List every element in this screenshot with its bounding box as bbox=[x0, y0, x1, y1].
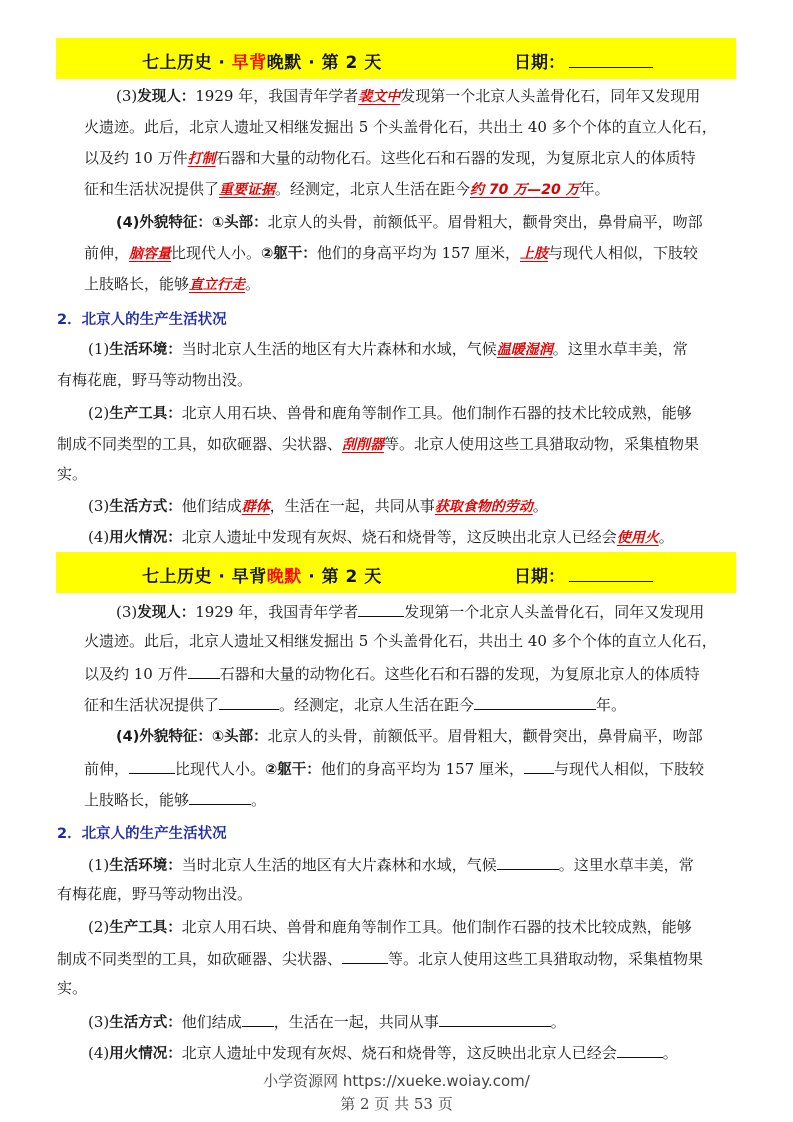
item-number: (1) bbox=[88, 856, 110, 874]
s1-line2 bbox=[57, 370, 252, 390]
q-s2-line2 bbox=[57, 947, 703, 967]
text: 年。 bbox=[579, 180, 610, 198]
item-number: (3) bbox=[116, 603, 138, 621]
item-number: (3) bbox=[116, 87, 138, 105]
text: 等。北京人使用这些工具猎取动物，采集植物果 bbox=[384, 435, 700, 453]
text: 北京人遗址中发现有灰烬、烧石和烧骨等，这反映出北京人已经会 bbox=[181, 528, 617, 546]
item-number: (3) bbox=[88, 1013, 110, 1031]
text: 1929 年，我国青年学者 bbox=[195, 87, 359, 105]
text: 上肢略长，能够 bbox=[84, 275, 190, 293]
date-field bbox=[514, 48, 653, 73]
text: 年。 bbox=[596, 696, 627, 714]
item-label: 生活方式： bbox=[109, 499, 182, 515]
text: 他们结成 bbox=[181, 1013, 242, 1031]
item-number: (2) bbox=[88, 918, 110, 936]
s2-line3 bbox=[57, 464, 87, 484]
item-number: (3) bbox=[88, 497, 110, 515]
text: 前伸， bbox=[84, 244, 130, 262]
text: 。 bbox=[251, 791, 267, 809]
item-label: 发现人： bbox=[137, 605, 196, 621]
date-blank[interactable] bbox=[569, 52, 653, 68]
q4-line1 bbox=[116, 726, 703, 746]
fill-blank[interactable] bbox=[188, 662, 220, 679]
text: 实。 bbox=[57, 465, 88, 483]
item-label: 用火情况： bbox=[109, 530, 182, 546]
s2-line2 bbox=[57, 434, 699, 454]
text: 以及约 10 万件 bbox=[84, 665, 188, 683]
p4-line3 bbox=[84, 274, 260, 294]
text: 北京人的头骨，前额低平。眉骨粗大，颧骨突出，鼻骨扁平，吻部 bbox=[267, 213, 703, 231]
title-prefix: 七上历史 · bbox=[142, 53, 232, 73]
item-label: 生产工具： bbox=[109, 920, 182, 936]
text: 。 bbox=[550, 1013, 566, 1031]
text: 制成不同类型的工具，如砍砸器、尖状器、 bbox=[57, 435, 343, 453]
s2-line1 bbox=[88, 403, 692, 423]
header-band-evening bbox=[56, 552, 736, 593]
fill-blank[interactable] bbox=[474, 693, 596, 710]
fill-blank[interactable] bbox=[439, 1010, 551, 1027]
text: 有梅花鹿，野马等动物出没。 bbox=[57, 885, 253, 903]
answer: 约 70 万—20 万 bbox=[470, 182, 580, 198]
text: 。这里水草丰美，常 bbox=[552, 340, 688, 358]
answer: 上肢 bbox=[519, 246, 548, 262]
s3-line1 bbox=[88, 496, 548, 516]
p3-line2 bbox=[84, 117, 717, 137]
item-label: 发现人： bbox=[137, 89, 196, 105]
text: 石器和大量的动物化石。这些化石和石器的发现，为复原北京人的体质特 bbox=[215, 149, 696, 167]
q3-line4 bbox=[84, 693, 626, 713]
item-number: (1) bbox=[88, 340, 110, 358]
date-label: 日期： bbox=[514, 53, 565, 73]
q-s3-line1 bbox=[88, 1010, 566, 1030]
q-s4-line1 bbox=[88, 1041, 678, 1061]
title-suffix: · 第 2 天 bbox=[301, 567, 382, 587]
answer: 裴文中 bbox=[358, 89, 401, 105]
text: 与现代人相似，下肢较 bbox=[547, 244, 698, 262]
title-suffix: 晚默 · 第 2 天 bbox=[266, 53, 382, 73]
text: 征和生活状况提供了 bbox=[84, 180, 220, 198]
s4-line1 bbox=[88, 527, 674, 547]
item-label: 外貌特征：①头部： bbox=[139, 215, 268, 231]
text: 火遗迹。此后，北京人遗址又相继发掘出 5 个头盖骨化石，共出土 40 多个个体的直立人化石， bbox=[84, 118, 717, 136]
item-number: (2) bbox=[88, 404, 110, 422]
fill-blank[interactable] bbox=[189, 788, 251, 805]
text: 比现代人小。 bbox=[171, 244, 262, 262]
text: 以及约 10 万件 bbox=[84, 149, 188, 167]
item-label: 生产工具： bbox=[109, 406, 182, 422]
answer: 脑容量 bbox=[129, 246, 172, 262]
fill-blank[interactable] bbox=[524, 757, 554, 774]
item-number: (4) bbox=[116, 215, 140, 231]
item-label: 外貌特征：①头部： bbox=[139, 729, 268, 745]
text: 他们的身高平均为 157 厘米， bbox=[320, 760, 524, 778]
fill-blank[interactable] bbox=[242, 1010, 274, 1027]
text: ，生活在一起，共同从事 bbox=[273, 1013, 439, 1031]
text: 实。 bbox=[57, 979, 88, 997]
section-heading: 2．北京人的生产生活状况 bbox=[57, 826, 227, 842]
q-s1-line2 bbox=[57, 884, 252, 904]
q3-line3 bbox=[84, 662, 700, 682]
text: 当时北京人生活的地区有大片森林和水域，气候 bbox=[181, 340, 497, 358]
page-number: 第 2 页 共 53 页 bbox=[340, 1095, 453, 1113]
text: 与现代人相似，下肢较 bbox=[553, 760, 704, 778]
text: 。 bbox=[658, 528, 674, 546]
section-heading: 2．北京人的生产生活状况 bbox=[57, 312, 227, 328]
q-s1-line1 bbox=[88, 853, 694, 873]
p4-line2 bbox=[84, 243, 698, 263]
fill-blank[interactable] bbox=[358, 600, 404, 617]
item-number: (4) bbox=[88, 528, 110, 546]
text: 上肢略长，能够 bbox=[84, 791, 190, 809]
item-label: 生活环境： bbox=[109, 342, 182, 358]
header-title bbox=[142, 48, 382, 73]
text: 有梅花鹿，野马等动物出没。 bbox=[57, 371, 253, 389]
item-label: ②躯干： bbox=[261, 246, 317, 262]
p3-line1 bbox=[116, 86, 700, 106]
item-label: 用火情况： bbox=[109, 1046, 182, 1062]
answer: 打制 bbox=[187, 151, 216, 167]
title-prefix: 七上历史 · 早背 bbox=[142, 567, 267, 587]
text: 北京人的头骨，前额低平。眉骨粗大，颧骨突出，鼻骨扁平，吻部 bbox=[267, 727, 703, 745]
text: ，生活在一起，共同从事 bbox=[269, 497, 435, 515]
p3-line4 bbox=[84, 179, 610, 199]
title-highlight: 早背 bbox=[231, 53, 267, 73]
text: 石器和大量的动物化石。这些化石和石器的发现，为复原北京人的体质特 bbox=[219, 665, 700, 683]
item-label: ②躯干： bbox=[265, 762, 321, 778]
text: 他们结成 bbox=[181, 497, 242, 515]
date-field bbox=[514, 562, 653, 587]
fill-blank[interactable] bbox=[617, 1041, 663, 1058]
text: 。 bbox=[532, 497, 548, 515]
answer: 刮削器 bbox=[342, 437, 385, 453]
date-label: 日期： bbox=[514, 567, 565, 587]
text: 北京人用石块、兽骨和鹿角等制作工具。他们制作石器的技术比较成熟，能够 bbox=[181, 404, 692, 422]
answer: 直立行走 bbox=[189, 277, 246, 293]
q4-line3 bbox=[84, 788, 266, 808]
answer: 获取食物的劳动 bbox=[434, 499, 533, 515]
q-s2-line3 bbox=[57, 978, 87, 998]
text: 等。北京人使用这些工具猎取动物，采集植物果 bbox=[388, 950, 704, 968]
answer: 使用火 bbox=[616, 530, 659, 546]
q3-line2 bbox=[84, 631, 717, 651]
item-number: (4) bbox=[88, 1044, 110, 1062]
fill-blank[interactable] bbox=[219, 693, 279, 710]
text: 发现第一个北京人头盖骨化石，同年又发现用 bbox=[400, 87, 701, 105]
footer-site: 小学资源网 https://xueke.woiay.com/ bbox=[263, 1072, 530, 1090]
answer: 群体 bbox=[241, 499, 270, 515]
q3-line1 bbox=[116, 600, 704, 620]
text: 制成不同类型的工具，如砍砸器、尖状器、 bbox=[57, 950, 343, 968]
item-label: 生活环境： bbox=[109, 858, 182, 874]
text: 发现第一个北京人头盖骨化石，同年又发现用 bbox=[404, 603, 705, 621]
p4-line1 bbox=[116, 212, 703, 232]
text: 。 bbox=[662, 1044, 678, 1062]
text: 。 bbox=[245, 275, 261, 293]
text: 他们的身高平均为 157 厘米， bbox=[316, 244, 520, 262]
text: 。经测定，北京人生活在距今 bbox=[275, 180, 471, 198]
q-s2-line1 bbox=[88, 917, 692, 937]
q4-line2 bbox=[84, 757, 704, 777]
text: 征和生活状况提供了 bbox=[84, 696, 220, 714]
item-label: 生活方式： bbox=[109, 1015, 182, 1031]
text: 当时北京人生活的地区有大片森林和水域，气候 bbox=[181, 856, 497, 874]
header-title bbox=[142, 562, 382, 587]
date-blank[interactable] bbox=[569, 566, 653, 582]
text: 北京人遗址中发现有灰烬、烧石和烧骨等，这反映出北京人已经会 bbox=[181, 1044, 617, 1062]
text: 火遗迹。此后，北京人遗址又相继发掘出 5 个头盖骨化石，共出土 40 多个个体的直立人化石， bbox=[84, 632, 717, 650]
item-number: (4) bbox=[116, 729, 140, 745]
text: 比现代人小。 bbox=[175, 760, 266, 778]
text: 前伸， bbox=[84, 760, 130, 778]
text: 。这里水草丰美，常 bbox=[558, 856, 694, 874]
text: 北京人用石块、兽骨和鹿角等制作工具。他们制作石器的技术比较成熟，能够 bbox=[181, 918, 692, 936]
p3-line3 bbox=[84, 148, 696, 168]
title-highlight: 晚默 bbox=[266, 567, 302, 587]
s1-line1 bbox=[88, 339, 688, 359]
header-band-morning bbox=[56, 38, 736, 79]
text: 1929 年，我国青年学者 bbox=[195, 603, 359, 621]
fill-blank[interactable] bbox=[129, 757, 175, 774]
answer: 温暖湿润 bbox=[496, 342, 553, 358]
fill-blank[interactable] bbox=[342, 947, 388, 964]
answer: 重要证据 bbox=[219, 182, 276, 198]
text: 。经测定，北京人生活在距今 bbox=[279, 696, 475, 714]
fill-blank[interactable] bbox=[497, 853, 559, 870]
